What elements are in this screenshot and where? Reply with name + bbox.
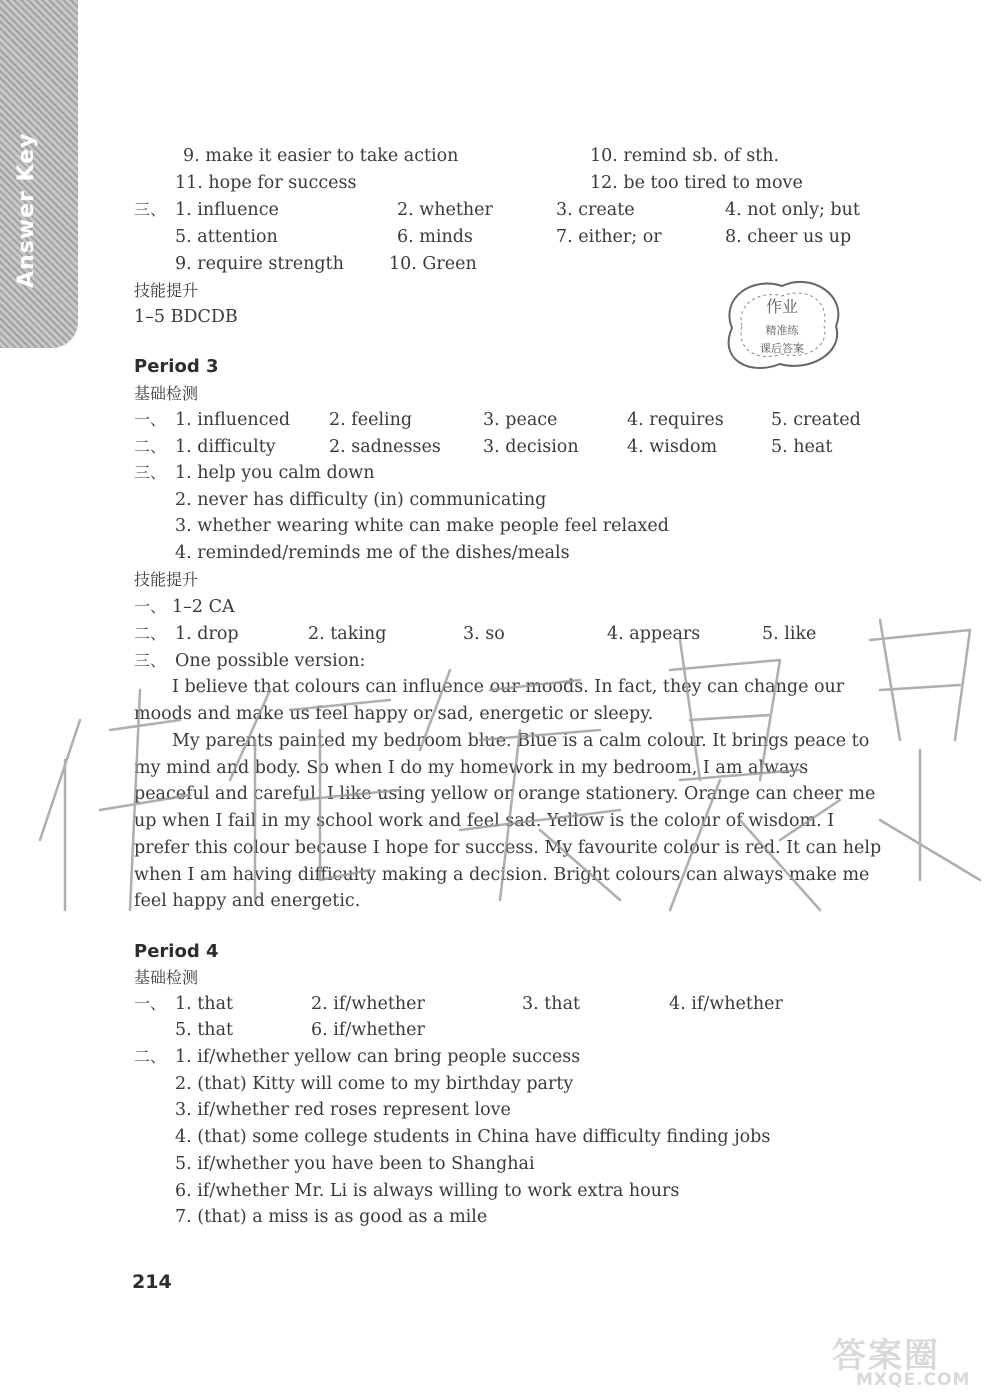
answer-line: 5. if/whether you have been to Shanghai	[175, 1154, 535, 1174]
svg-text:作业: 作业	[765, 297, 799, 316]
section-marker: 二、	[134, 437, 167, 456]
answer-item: 1. that	[175, 994, 234, 1014]
answer-line: 7. (that) a miss is as good as a mile	[175, 1207, 488, 1227]
essay-line: my mind and body. So when I do my homework in my bedroom, I am always	[134, 758, 809, 778]
answer-item: 2. if/whether	[311, 994, 425, 1014]
answer-item: 2. whether	[397, 200, 493, 220]
subsection-label: 基础检测	[134, 968, 199, 987]
essay-line: when I am having difficulty making a decision. Bright colours can always make me	[134, 865, 870, 885]
answer-item: 1. difficulty	[175, 437, 276, 457]
answer-line: 3. if/whether red roses represent love	[175, 1100, 511, 1120]
answer-line: 4. reminded/reminds me of the dishes/meals	[175, 543, 570, 563]
essay-line: I believe that colours can influence our moods. In fact, they can change our	[172, 677, 845, 697]
answer-item: 7. either; or	[556, 227, 662, 247]
section-marker: 二、	[134, 624, 167, 643]
answer-item: 1. influenced	[175, 410, 291, 430]
answer-line: 12. be too tired to move	[590, 173, 803, 193]
answer-item: 6. minds	[397, 227, 473, 247]
answer-line: 3. whether wearing white can make people feel relaxed	[175, 516, 669, 536]
answer-item: 4. appears	[607, 624, 701, 644]
answer-line: 9. make it easier to take action	[183, 146, 459, 166]
subsection-label: 基础检测	[134, 384, 199, 403]
answer-item: 3. peace	[483, 410, 558, 430]
section-marker: 一、	[134, 994, 167, 1013]
subsection-label: 技能提升	[134, 570, 199, 589]
answer-item: 3. that	[522, 994, 581, 1014]
answer-item: 8. cheer us up	[725, 227, 852, 247]
answer-item: 2. taking	[308, 624, 387, 644]
answer-line: 1. help you calm down	[175, 463, 375, 483]
answer-line: 1–2 CA	[172, 597, 235, 617]
answer-line: 2. (that) Kitty will come to my birthday party	[175, 1074, 574, 1094]
answer-item: 3. create	[556, 200, 635, 220]
answer-line: 1. if/whether yellow can bring people success	[175, 1047, 581, 1067]
answer-item: 2. feeling	[329, 410, 413, 430]
section-marker: 三、	[134, 463, 167, 482]
answer-line: 4. (that) some college students in China have difficulty finding jobs	[175, 1127, 771, 1147]
answer-item: 9. require strength	[175, 254, 344, 274]
answer-line: 6. if/whether Mr. Li is always willing to work extra hours	[175, 1181, 680, 1201]
essay-line: prefer this colour because I hope for success. My favourite colour is red. It can help	[134, 838, 882, 858]
logo-text: 答案圈	[832, 1336, 940, 1376]
answer-item: 4. not only; but	[725, 200, 860, 220]
answer-item: 5. that	[175, 1020, 234, 1040]
essay-line: My parents painted my bedroom blue. Blue is a calm colour. It brings peace to	[172, 731, 870, 751]
side-tab	[0, 0, 78, 348]
answer-item: 5. heat	[771, 437, 833, 457]
answer-item: 6. if/whether	[311, 1020, 425, 1040]
answer-item: 3. decision	[483, 437, 579, 457]
essay-line: moods and make us feel happy or sad, energetic or sleepy.	[134, 704, 654, 724]
answer-line: 11. hope for success	[175, 173, 357, 193]
answer-line: One possible version:	[175, 651, 366, 671]
svg-text:课后答案: 课后答案	[760, 342, 804, 355]
section-marker: 一、	[134, 597, 167, 616]
answer-item: 4. wisdom	[627, 437, 718, 457]
answer-item: 5. attention	[175, 227, 278, 247]
answer-item: 3. so	[463, 624, 505, 644]
answer-item: 1. influence	[175, 200, 279, 220]
essay-line: up when I fail in my school work and feel sad. Yellow is the colour of wisdom. I	[134, 811, 835, 831]
essay-line: feel happy and energetic.	[134, 891, 361, 911]
essay-line: peaceful and careful. I like using yellow or orange stationery. Orange can cheer me	[134, 784, 876, 804]
stamp-logo	[712, 268, 852, 378]
answer-item: 2. sadnesses	[329, 437, 441, 457]
answer-item: 1. drop	[175, 624, 239, 644]
section-heading: Period 4	[134, 941, 219, 962]
section-marker: 三、	[134, 651, 167, 670]
section-heading: Period 3	[134, 356, 219, 377]
answer-line: 2. never has difficulty (in) communicating	[175, 490, 547, 510]
section-marker: 二、	[134, 1047, 167, 1066]
section-marker: 三、	[134, 200, 167, 219]
logo-url: MXQE.COM	[856, 1370, 971, 1390]
svg-text:精准练: 精准练	[765, 324, 799, 337]
answer-item: 5. created	[771, 410, 861, 430]
subsection-label: 技能提升	[134, 281, 199, 300]
answer-item: 5. like	[762, 624, 817, 644]
answer-item: 10. Green	[389, 254, 477, 274]
section-marker: 一、	[134, 410, 167, 429]
side-tab-label: Answer Key	[14, 132, 39, 288]
answer-item: 4. if/whether	[669, 994, 783, 1014]
page-number: 214	[132, 1271, 172, 1293]
answer-item: 4. requires	[627, 410, 724, 430]
answer-line: 10. remind sb. of sth.	[590, 146, 780, 166]
answer-line: 1–5 BDCDB	[134, 307, 238, 327]
